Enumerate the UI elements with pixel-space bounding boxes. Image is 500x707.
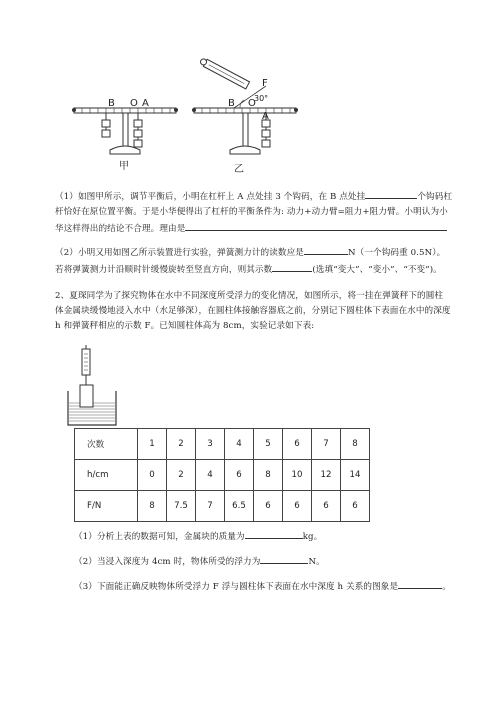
q1-part1: （1）如图甲所示，调节平衡后，小明在杠杆上 A 点处挂 3 个钩码，在 B 点处挂 个钩码杠 杆恰好在原位置平衡。于是小华便得出了杠杆的平衡条件为: 动力+动力臂=阻力+阻力臂。小明认为小 华这样得出的结论不合理。理由是 — [55, 188, 475, 237]
table-cell: 6 — [341, 491, 370, 522]
table-cell: 6 — [254, 491, 283, 522]
table-cell: 6 — [283, 491, 312, 522]
data-table — [74, 428, 370, 522]
caption-yi: 乙 — [234, 164, 244, 175]
table-row — [75, 429, 370, 460]
label-f-right: F — [262, 78, 268, 89]
table-cell: 4 — [196, 460, 225, 491]
q2-sub2: （2）当浸入深度为 4cm 时，物体所受的浮力为 N。 — [74, 553, 494, 570]
row-header: F/N — [75, 491, 138, 522]
table-cell: 8 — [254, 460, 283, 491]
table-cell: 6 — [312, 491, 341, 522]
q2-sub3: （3）下面能正确反映物体所受浮力 F 浮与圆柱体下表面在水中深度 h 关系的图象是 。 — [74, 578, 484, 595]
table-cell: 10 — [283, 460, 312, 491]
q1-part2: （2）小明又用如图乙所示装置进行实验，弹簧测力计的读数应是 N（一个钩码重 0.5N）。 若将弹簧测力计沿顺时针缓慢旋转至竖直方向，则其示数 (选填“变大”、“变小”、“不变”)。 — [55, 244, 475, 278]
table-cell: 2 — [167, 460, 196, 491]
table-cell: 3 — [196, 429, 225, 460]
label-o-left: O — [130, 98, 138, 109]
row-header: h/cm — [75, 460, 138, 491]
table-cell: 8 — [341, 429, 370, 460]
table-cell: 6.5 — [225, 491, 254, 522]
table-row — [75, 491, 370, 522]
blank-scale-reading[interactable] — [304, 244, 348, 255]
blank-buoyancy[interactable] — [260, 553, 308, 564]
label-o-right: O — [248, 98, 256, 109]
beaker-figure — [58, 345, 128, 427]
table-cell: 6 — [283, 429, 312, 460]
label-a-right: A — [262, 111, 269, 122]
label-b-left: B — [108, 98, 115, 109]
table-cell: 4 — [225, 429, 254, 460]
blank-reason[interactable] — [185, 220, 447, 231]
table-row — [75, 460, 370, 491]
blank-graph[interactable] — [398, 578, 442, 589]
table-cell: 0 — [138, 460, 167, 491]
table-cell: 6 — [225, 460, 254, 491]
q2-sub1: （1）分析上表的数据可知，金属块的质量为 kg。 — [74, 528, 494, 545]
blank-change[interactable] — [272, 261, 312, 272]
table-cell: 7.5 — [167, 491, 196, 522]
table-cell: 12 — [312, 460, 341, 491]
label-b-right: B — [228, 98, 235, 109]
label-a-left: A — [142, 98, 149, 109]
table-cell: 7 — [312, 429, 341, 460]
table-cell: 1 — [138, 429, 167, 460]
q2-intro: 2、夏琛同学为了探究物体在水中不同深度所受浮力的变化情况，如图所示，将一挂在弹簧秤下的圆柱 体金属块缓慢地浸入水中（水足够深），在圆柱体接触容器底之前，分别记下圆柱体下表面在水中的深度 h 和弹簧秤相应的示数 F。已知圆柱体高为 8cm，实验记录如下表: — [55, 291, 451, 331]
table-cell: 8 — [138, 491, 167, 522]
label-angle: 30° — [254, 94, 269, 103]
caption-jia: 甲 — [119, 161, 129, 172]
table-cell: 14 — [341, 460, 370, 491]
blank-mass[interactable] — [245, 528, 303, 539]
table-cell: 5 — [254, 429, 283, 460]
row-header: 次数 — [75, 429, 138, 460]
table-cell: 7 — [196, 491, 225, 522]
table-cell: 2 — [167, 429, 196, 460]
blank-hook-count[interactable] — [365, 188, 417, 199]
